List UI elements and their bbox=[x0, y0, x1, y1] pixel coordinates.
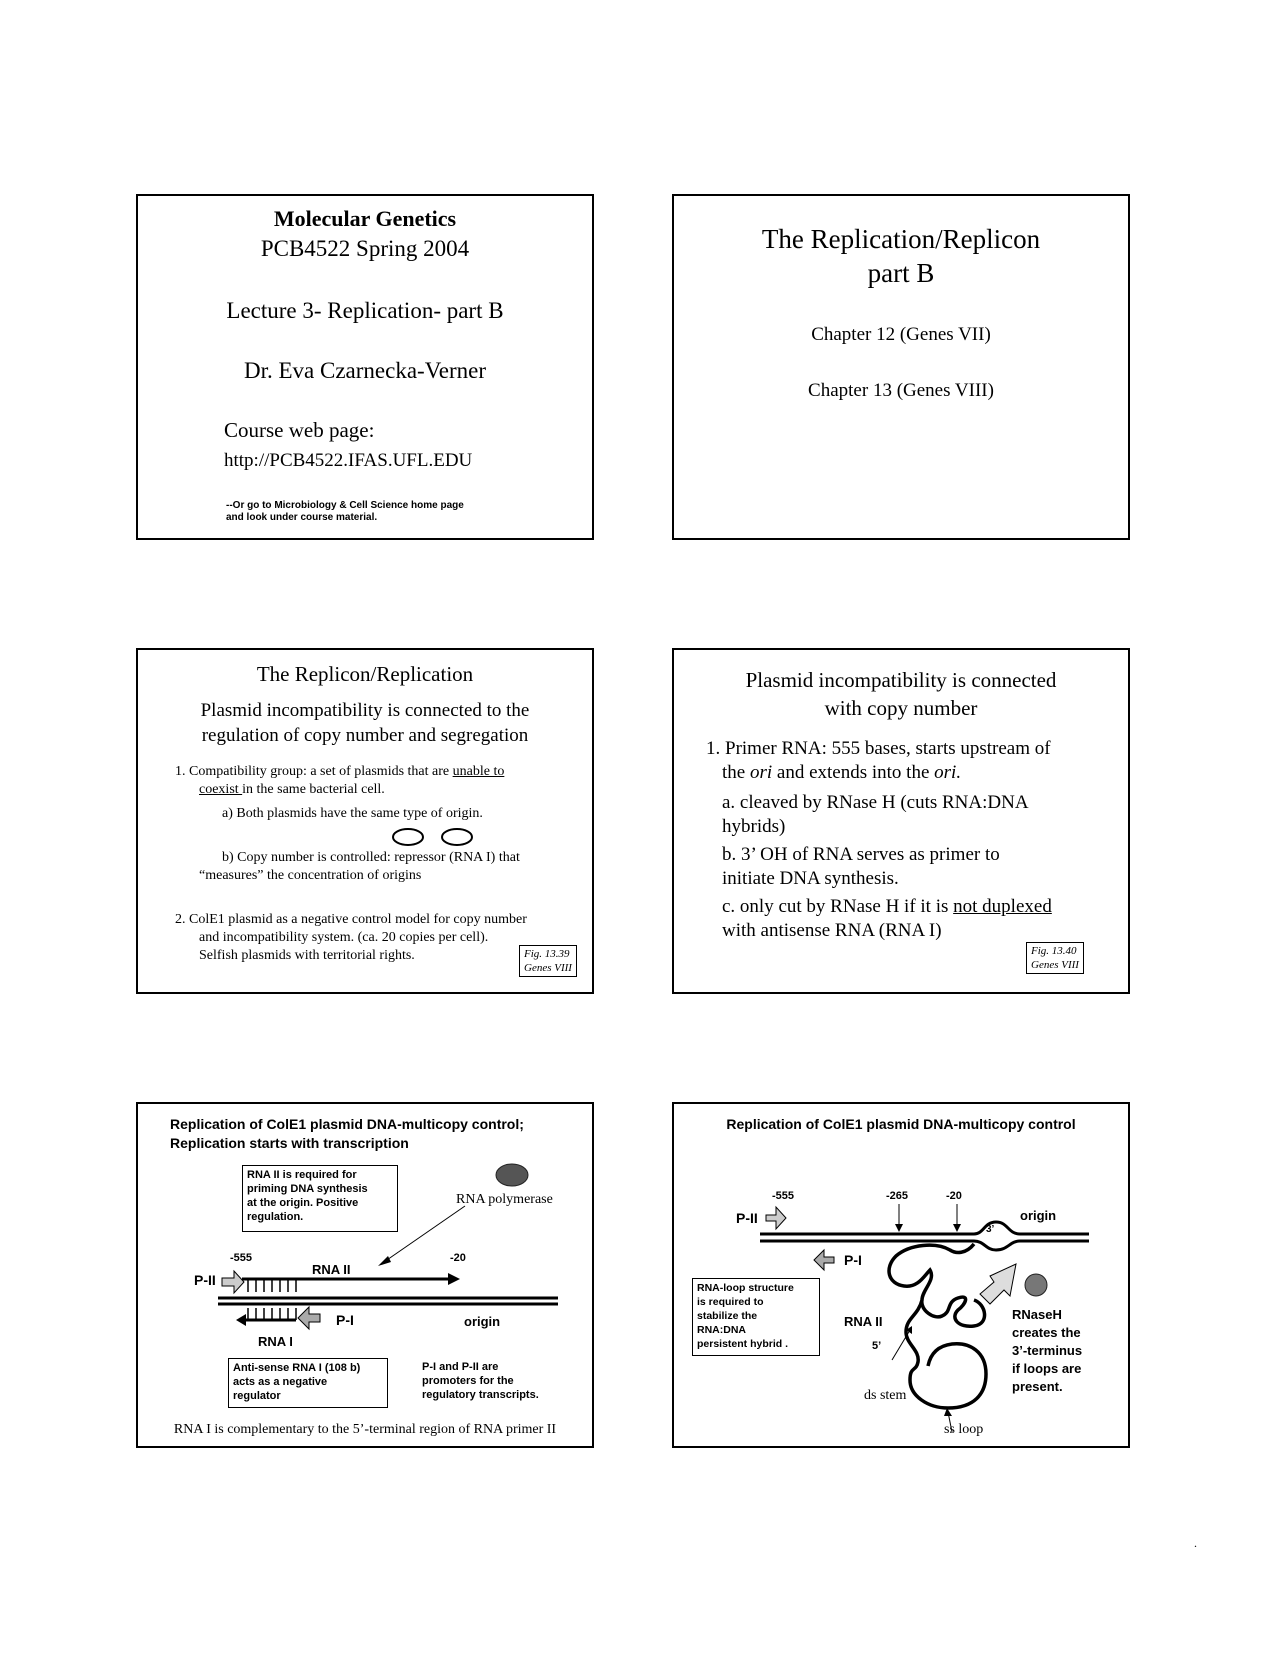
slide1-note-line2: and look under course material. bbox=[226, 512, 378, 523]
slide-1-course-title bbox=[136, 194, 594, 540]
slide4-a-line1: a. cleaved by RNase H (cuts RNA:DNA bbox=[722, 792, 1029, 813]
slide6-p2-arrow bbox=[766, 1207, 786, 1229]
p2-promoter-arrow bbox=[222, 1271, 244, 1293]
slide4-b-line1: b. 3’ OH of RNA serves as primer to bbox=[722, 844, 1000, 865]
slide3-oval-2 bbox=[442, 829, 472, 845]
slide5-title-line2: Replication starts with transcription bbox=[170, 1135, 409, 1151]
slide1-course: PCB4522 Spring 2004 bbox=[260, 236, 470, 261]
slide5-origin-label: origin bbox=[464, 1314, 501, 1329]
slide6-rnaseh-l5: present. bbox=[1012, 1379, 1063, 1394]
slide5-p2-label: P-II bbox=[194, 1272, 216, 1288]
slide4-item1-line1: 1. Primer RNA: 555 bases, starts upstream of bbox=[706, 738, 1051, 759]
slide6-note-l3: stabilize the bbox=[697, 1310, 758, 1322]
slide3-item1-coexist: coexist bbox=[199, 782, 243, 797]
slide5-title-line1: Replication of ColE1 plasmid DNA-multicopy control; bbox=[170, 1116, 524, 1132]
rnaseh-arrow bbox=[980, 1264, 1016, 1304]
slide6-rna-loop-note bbox=[692, 1278, 820, 1356]
slide3-subtitle-line1: Plasmid incompatibility is connected to the bbox=[200, 700, 530, 721]
slide4-figure-reference bbox=[1026, 942, 1084, 974]
slide6-p1-label: P-I bbox=[844, 1252, 862, 1268]
slide4-c-line2: with antisense RNA (RNA I) bbox=[722, 920, 942, 941]
slide4-item1-line2 bbox=[722, 762, 961, 784]
slide3-item1b-line2: “measures” the concentration of origins bbox=[199, 868, 422, 883]
slide5-rna2-label: RNA II bbox=[312, 1262, 351, 1277]
slide5-rna-polymerase-text: RNA polymerase bbox=[456, 1192, 553, 1207]
page-mark: . bbox=[1194, 1536, 1197, 1550]
slide-2-replication-part-b bbox=[672, 194, 1130, 540]
slide3-item1-rest: in the same bacterial cell. bbox=[242, 782, 385, 797]
slide3-fig-book: Genes VIII bbox=[524, 962, 572, 974]
slide6-note-l4: RNA:DNA bbox=[697, 1324, 746, 1336]
rna2-arrowhead bbox=[448, 1273, 460, 1285]
slide6-pos-20: -20 bbox=[946, 1190, 962, 1202]
rna-polymerase-blob bbox=[496, 1164, 528, 1186]
slide-5-cole1-transcription bbox=[136, 1102, 594, 1448]
slide1-title: Molecular Genetics bbox=[273, 206, 457, 231]
slide2-chapter-12: Chapter 12 (Genes VII) bbox=[811, 324, 991, 345]
slide3-title: The Replicon/Replication bbox=[256, 662, 474, 686]
slide6-3prime-label: 3’ bbox=[986, 1224, 995, 1235]
slide1-web-url: http://PCB4522.IFAS.UFL.EDU bbox=[224, 450, 473, 471]
slide3-item1-prefix: 1. Compatibility group: a set of plasmids that are bbox=[175, 764, 453, 779]
rna-polymerase-pointer-head bbox=[378, 1256, 391, 1266]
slide5-rna2-note-l3: at the origin. Positive bbox=[247, 1197, 359, 1209]
slide6-rna2-label: RNA II bbox=[844, 1314, 883, 1329]
slide4-title-line2: with copy number bbox=[824, 696, 978, 720]
slide5-pos-20: -20 bbox=[450, 1252, 466, 1264]
slide5-promoters-l2: promoters for the bbox=[422, 1375, 514, 1387]
slide5-footer: RNA I is complementary to the 5’-terminal region of RNA primer II bbox=[173, 1422, 557, 1437]
slide3-item1a: a) Both plasmids have the same type of origin. bbox=[222, 806, 483, 821]
slide1-instructor: Dr. Eva Czarnecka-Verner bbox=[243, 358, 486, 383]
slide6-pos-555: -555 bbox=[772, 1190, 795, 1202]
slide5-antisense-note bbox=[228, 1358, 388, 1408]
slide6-note-l1: RNA-loop structure bbox=[697, 1282, 794, 1294]
slide5-rna2-note-l2: priming DNA synthesis bbox=[247, 1183, 368, 1195]
slide4-a-line2: hybrids) bbox=[722, 816, 786, 837]
slide6-note-l2: is required to bbox=[697, 1296, 764, 1308]
slide5-rna1-label: RNA I bbox=[258, 1334, 293, 1349]
slide6-note-l5: persistent hybrid . bbox=[697, 1338, 789, 1350]
slide6-265-pointer-head bbox=[895, 1224, 903, 1232]
slide4-c-prefix: c. only cut by RNase H if it is bbox=[722, 896, 954, 917]
slide6-rnaseh-l4: if loops are bbox=[1012, 1361, 1082, 1376]
slide6-title: Replication of ColE1 plasmid DNA-multicopy control bbox=[726, 1116, 1076, 1132]
slide5-promoters-l1: P-I and P-II are bbox=[422, 1361, 499, 1373]
slide4-item1-extends: and extends into the bbox=[772, 762, 935, 783]
slide3-oval-1 bbox=[393, 829, 423, 845]
slide6-5prime-label: 5’ bbox=[872, 1340, 882, 1352]
slide5-pos-555: -555 bbox=[230, 1252, 253, 1264]
slide1-note-line1: --Or go to Microbiology & Cell Science home page bbox=[226, 500, 464, 511]
slide5-rna2-note-l1: RNA II is required for bbox=[247, 1169, 357, 1181]
slide3-item2-line1: 2. ColE1 plasmid as a negative control model for copy number bbox=[175, 912, 527, 927]
slide6-p2-label: P-II bbox=[736, 1210, 758, 1226]
slide6-ds-stem-label: ds stem bbox=[864, 1388, 907, 1403]
slide5-rna2-note-l4: regulation. bbox=[247, 1211, 304, 1223]
slide3-fig-number: Fig. 13.39 bbox=[524, 948, 570, 960]
slide4-item1-ori: ori bbox=[749, 762, 773, 783]
slide5-promoters-l3: regulatory transcripts. bbox=[422, 1389, 539, 1401]
slide5-antisense-l1: Anti-sense RNA I (108 b) bbox=[233, 1362, 361, 1374]
slide6-rnaseh-l3: 3’-terminus bbox=[1012, 1343, 1083, 1358]
slide4-item1-ori-end: ori. bbox=[934, 762, 962, 783]
slide4-fig-book: Genes VIII bbox=[1031, 959, 1079, 971]
ds-stem-pointer bbox=[892, 1330, 910, 1360]
p1-promoter-arrow bbox=[298, 1307, 320, 1329]
slide6-p1-arrow bbox=[814, 1250, 834, 1270]
slide2-title-line1: The Replication/Replicon bbox=[761, 224, 1041, 254]
slide4-c-not-duplexed: not duplexed bbox=[953, 896, 1052, 917]
slide-6-cole1-rna-loop bbox=[672, 1102, 1130, 1448]
slide4-item1-the: the bbox=[722, 762, 750, 783]
slide3-item1-unable: unable to bbox=[452, 764, 505, 779]
slide4-title-line1: Plasmid incompatibility is connected bbox=[745, 668, 1057, 692]
slide6-dna-top bbox=[760, 1222, 1089, 1234]
slide-3-replicon-replication bbox=[136, 648, 594, 994]
slide6-rnaseh-note bbox=[1012, 1306, 1082, 1396]
slide6-ss-loop-label: ss loop bbox=[944, 1422, 984, 1437]
slide3-subtitle-line2: regulation of copy number and segregation bbox=[201, 725, 529, 746]
slide5-antisense-l3: regulator bbox=[233, 1390, 281, 1402]
slide6-rna2-loops bbox=[889, 1244, 986, 1408]
slide6-pos-265: -265 bbox=[886, 1190, 909, 1202]
slide5-promoters-note bbox=[422, 1360, 539, 1402]
slide5-rna-polymerase-label bbox=[456, 1192, 553, 1208]
slide4-b-line2: initiate DNA synthesis. bbox=[722, 868, 899, 889]
slide6-rnaseh-l1: RNaseH bbox=[1012, 1307, 1062, 1322]
rnaseh-enzyme bbox=[1025, 1274, 1047, 1296]
slide3-item2-line3: Selfish plasmids with territorial rights. bbox=[199, 948, 415, 963]
rna1-arrowhead bbox=[236, 1314, 246, 1326]
slide4-c-line1 bbox=[722, 896, 1052, 918]
rna2-ticks bbox=[248, 1279, 296, 1292]
rna1-ticks bbox=[248, 1308, 296, 1320]
slide5-p1-label: P-I bbox=[336, 1312, 354, 1328]
slide1-lecture: Lecture 3- Replication- part B bbox=[226, 298, 504, 323]
slide5-antisense-l2: acts as a negative bbox=[233, 1376, 328, 1388]
slide3-figure-reference bbox=[519, 945, 577, 977]
slide3-item2-line2: and incompatibility system. (ca. 20 copies per cell). bbox=[199, 930, 489, 945]
slide1-web-label: Course web page: bbox=[224, 418, 375, 442]
slide2-title-line2: part B bbox=[867, 258, 935, 288]
slide6-origin-label: origin bbox=[1020, 1208, 1057, 1223]
slide4-fig-number: Fig. 13.40 bbox=[1031, 945, 1077, 957]
slide-4-plasmid-incompatibility bbox=[672, 648, 1130, 994]
slide3-item1b-line1: b) Copy number is controlled: repressor (RNA I) that bbox=[222, 850, 520, 865]
slide6-20-pointer-head bbox=[953, 1224, 961, 1232]
slide6-rnaseh-l2: creates the bbox=[1012, 1325, 1081, 1340]
slide2-chapter-13: Chapter 13 (Genes VIII) bbox=[808, 380, 994, 401]
